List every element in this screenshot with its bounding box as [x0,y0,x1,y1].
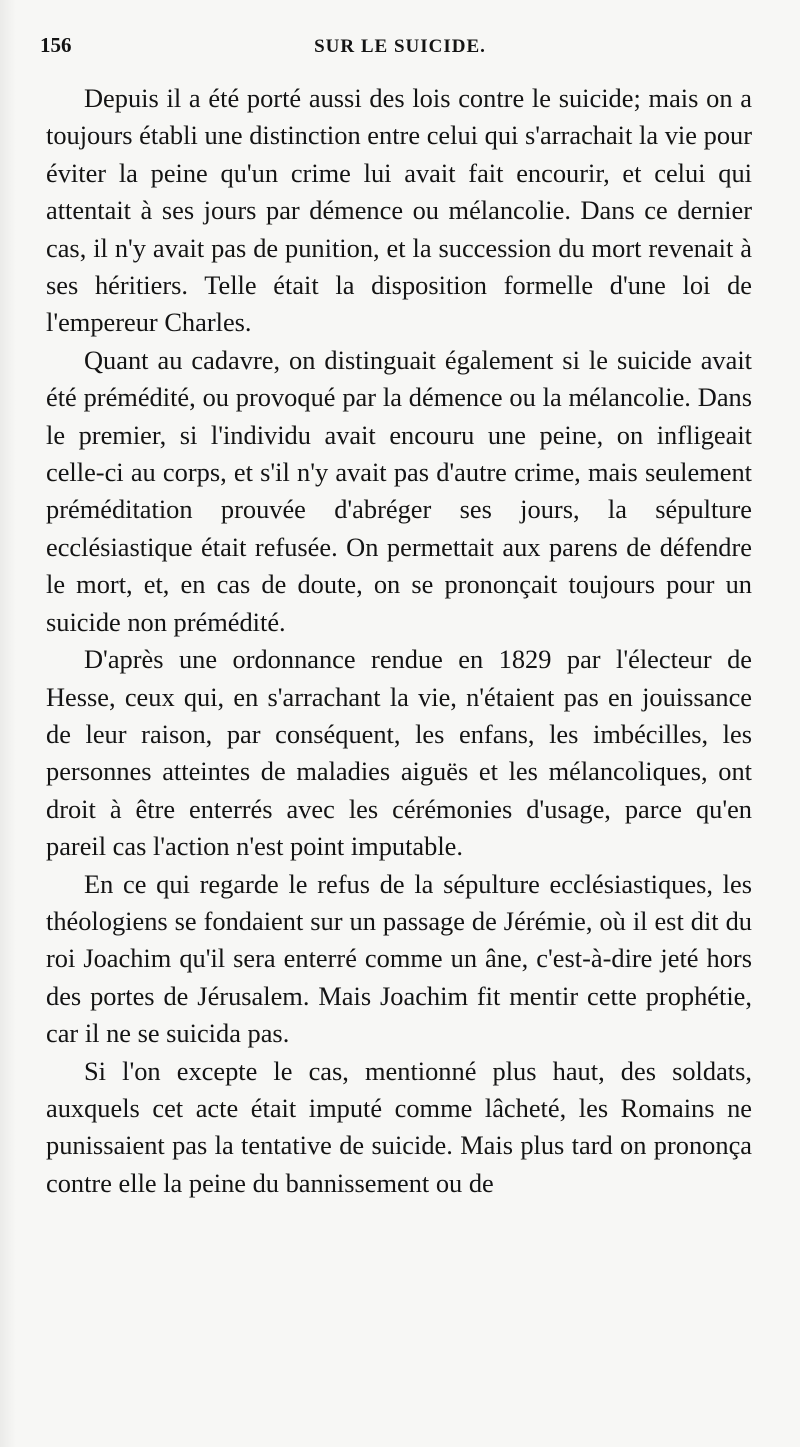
body-text [46,80,752,1202]
paragraph: En ce qui regarde le refus de la sépulture ecclésiastiques, les théologiens se fondaient sur un passage de Jérémie, où il est dit du roi Joachim qu'il sera enterré comme un âne, c'est-à-dire jeté hors des portes de Jérusalem. Mais Joachim fit mentir cette prophétie, car il ne se suicida pas. [46,868,752,1049]
paragraph: Depuis il a été porté aussi des lois contre le suicide; mais on a toujours établi une distinction entre celui qui s'arrachait la vie pour éviter la peine qu'un crime lui avait fait encourir, et celui qui attentait à ses jours par démence ou mélancolie. Dans ce dernier cas, il n'y avait pas de punition, et la succession du mort revenait à ses héritiers. Telle était la disposition formelle d'une loi de l'empereur Charles. [46,83,752,338]
running-title: SUR LE SUICIDE. [314,36,486,57]
paragraph: Quant au cadavre, on distinguait également si le suicide avait été prémédité, ou provoqué par la démence ou la mélancolie. Dans le premier, si l'individu avait encouru une peine, on infligeait celle-ci au corps, et s'il n'y avait pas d'autre crime, mais seulement préméditation prouvée d'abréger ses jours, la sépulture ecclésiastique était refusée. On permettait aux parens de défendre le mort, et, en cas de doute, on se prononçait toujours pour un suicide non prémédité. [46,344,752,637]
paragraph: Si l'on excepte le cas, mentionné plus haut, des soldats, auxquels cet acte était imputé comme lâcheté, les Romains ne punissaient pas la tentative de suicide. Mais plus tard on prononça contre elle la peine du bannissement ou de [46,1055,752,1198]
paragraph: D'après une ordonnance rendue en 1829 par l'électeur de Hesse, ceux qui, en s'arrachant la vie, n'étaient pas en jouissance de leur raison, par conséquent, les enfans, les imbécilles, les personnes atteintes de maladies aiguës et les mélancoliques, ont droit à être enterrés avec les cérémonies d'usage, parce qu'en pareil cas l'action n'est point imputable. [46,644,752,862]
page-header [40,33,760,73]
page-number: 156 [40,33,72,57]
